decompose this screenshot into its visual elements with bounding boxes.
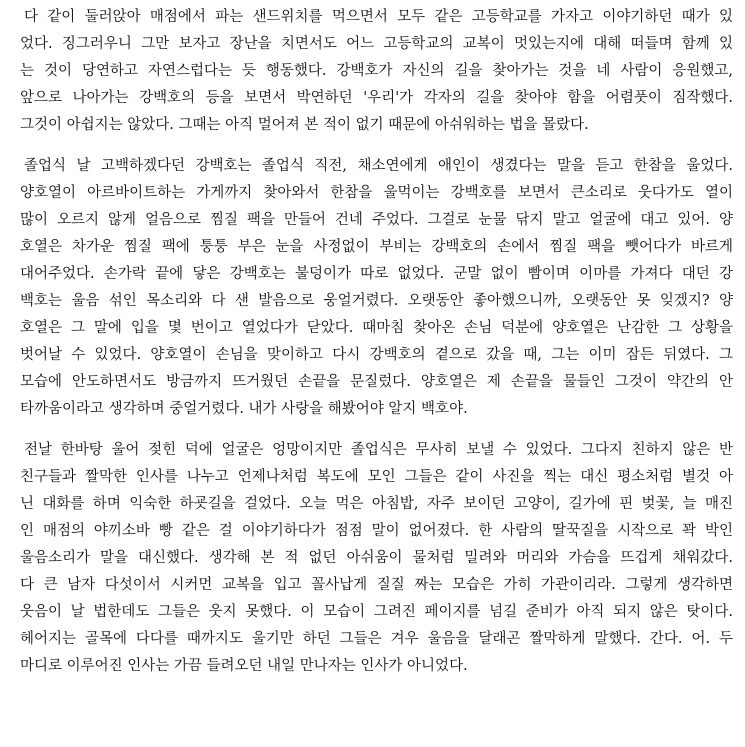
text-line: 닌 대화를 하며 익숙한 하굣길을 걸었다. 오늘 먹은 아침밥, 자주 보이던 고양이, 길가에 핀 벚꽃, 늘 매진	[20, 496, 733, 512]
text-line: 많이 오르지 않게 얼음으로 찜질 팩을 만들어 건네 주었다. 그걸로 눈물 닦지 말고 얼굴에 대고 있어. 양	[20, 212, 733, 228]
text-line: 호열은 그 말에 입을 몇 번이고 열었다가 닫았다. 때마침 찾아온 손님 덕분에 양호열은 난감한 그 상황을	[20, 320, 733, 336]
text-line: 웃음이 날 법한데도 그들은 웃지 못했다. 이 모습이 그려진 페이지를 넘길 준비가 아직 되지 않은 탓이다.	[20, 604, 733, 620]
text-line: 다 같이 둘러앉아 매점에서 파는 샌드위치를 먹으면서 모두 같은 고등학교를 가자고 이야기하던 때가 있	[24, 9, 733, 25]
paragraph-3	[20, 437, 733, 680]
text-line: 었다. 징그러우니 그만 보자고 장난을 치면서도 어느 고등학교의 교복이 멋있는지에 대해 떠들며 함께 있	[20, 36, 733, 52]
text-line: 마디로 이루어진 인사는 가끔 들려오던 내일 만나자는 인사가 아니었다.	[20, 658, 468, 674]
text-line: 는 것이 당연하고 자연스럽다는 듯 행동했다. 강백호가 자신의 길을 찾아가는 것을 네 사람이 응원했고,	[20, 63, 733, 79]
text-line: 타까움이라고 생각하며 중얼거렸다. 내가 사랑을 해봤어야 알지 백호야.	[20, 401, 468, 417]
text-line: 울음소리가 말을 대신했다. 생각해 본 적 없던 아쉬움이 물처럼 밀려와 머리와 가슴을 뜨겁게 채워갔다.	[20, 550, 733, 566]
text-line: 그것이 아쉽지는 않았다. 그때는 아직 멀어져 본 적이 없기 때문에 아쉬워하는 법을 몰랐다.	[20, 117, 589, 133]
text-line: 앞으로 나아가는 강백호의 등을 보면서 박연하던 '우리'가 각자의 길을 찾아야 함을 어렴풋이 짐작했다.	[20, 90, 733, 106]
text-line: 양호열이 아르바이트하는 가게까지 찾아와서 한참을 울먹이는 강백호를 보면서 큰소리로 웃다가도 열이	[20, 185, 733, 201]
text-line: 백호는 울음 섞인 목소리와 다 샌 발음으로 웅얼거렸다. 오랫동안 좋아했으니까, 오랫동안 못 잊겠지? 양	[20, 293, 733, 309]
paragraph-1	[20, 4, 733, 139]
text-line: 전날 한바탕 울어 젖힌 덕에 얼굴은 엉망이지만 졸업식은 무사히 보낼 수 있었다. 그다지 친하지 않은 반	[24, 442, 733, 458]
text-line: 벗어날 수 있었다. 양호열이 손님을 맞이하고 다시 강백호의 곁으로 갔을 때, 그는 이미 잠든 뒤였다. 그	[20, 347, 733, 363]
text-line: 졸업식 날 고백하겠다던 강백호는 졸업식 직전, 채소연에게 애인이 생겼다는 말을 듣고 한참을 울었다.	[24, 158, 733, 174]
paragraph-2	[20, 153, 733, 423]
text-line: 대어주었다. 손가락 끝에 닿은 강백호는 불덩이가 따로 없었다. 군말 없이 빰이며 이마를 가져다 대던 강	[20, 266, 733, 282]
text-line: 다 큰 남자 다섯이서 시커먼 교복을 입고 꼴사납게 질질 짜는 모습은 가히 가관이리라. 그렇게 생각하면	[20, 577, 733, 593]
text-line: 모습에 안도하면서도 방금까지 뜨거웠던 손끝을 문질렀다. 양호열은 제 손끝을 물들인 그것이 약간의 안	[20, 374, 733, 390]
text-line: 친구들과 짤막한 인사를 나누고 언제나처럼 복도에 모인 그들은 같이 사진을 찍는 대신 평소처럼 별것 아	[20, 469, 733, 485]
text-line: 헤어지는 골목에 다다를 때까지도 울기만 하던 그들은 겨우 울음을 달래곤 짤막하게 말했다. 간다. 어. 두	[20, 631, 733, 647]
text-line: 호열은 차가운 찜질 팩에 퉁퉁 부은 눈을 사정없이 부비는 강백호의 손에서 찜질 팩을 뺏어다가 바르게	[20, 239, 733, 255]
text-line: 인 매점의 야끼소바 빵 같은 걸 이야기하다가 점점 말이 없어졌다. 한 사람의 딸꾹질을 시작으로 꽉 박인	[20, 523, 733, 539]
